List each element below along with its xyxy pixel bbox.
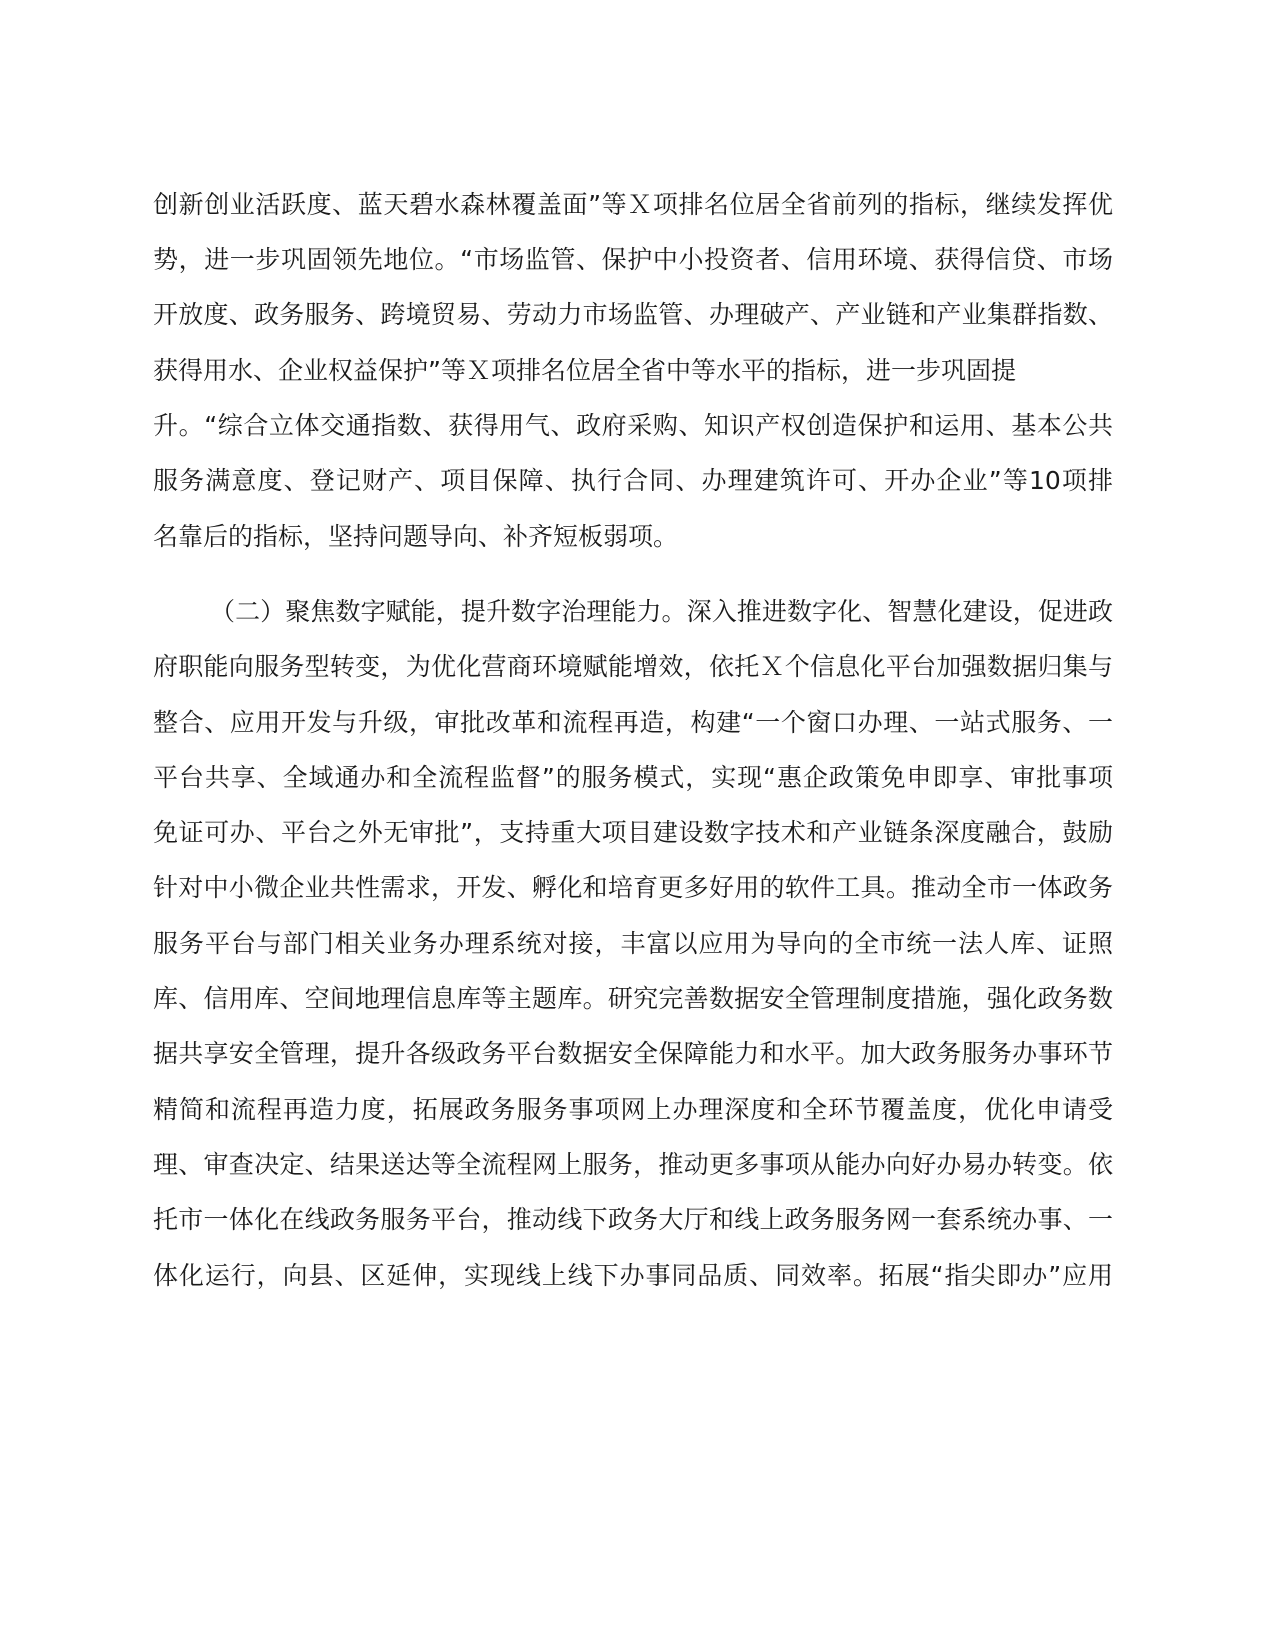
paragraph-line: 精简和流程再造力度，拓展政务服务事项网上办理深度和全环节覆盖度，优化申请受	[153, 1095, 1113, 1124]
paragraph-line: 升。“综合立体交通指数、获得用气、政府采购、知识产权创造保护和运用、基本公共	[153, 411, 1113, 440]
paragraph-line: 获得用水、企业权益保护”等Ｘ项排名位居全省中等水平的指标，进一步巩固提	[153, 356, 1016, 385]
paragraph-line: 托市一体化在线政务服务平台，推动线下政务大厅和线上政务服务网一套系统办事、一	[153, 1205, 1113, 1234]
paragraph-line: 服务满意度、登记财产、项目保障、执行合同、办理建筑许可、开办企业”等10项排	[153, 466, 1113, 495]
paragraph-line: 理、审查决定、结果送达等全流程网上服务，推动更多事项从能办向好办易办转变。依	[153, 1150, 1113, 1179]
paragraph-line: 体化运行，向县、区延伸，实现线上线下办事同品质、同效率。拓展“指尖即办”应用	[153, 1261, 1113, 1290]
paragraph-line: 势，进一步巩固领先地位。“市场监管、保护中小投资者、信用环境、获得信贷、市场	[153, 245, 1113, 274]
paragraph-line: 名靠后的指标，坚持问题导向、补齐短板弱项。	[153, 522, 679, 551]
paragraph-line: 免证可办、平台之外无审批”，支持重大项目建设数字技术和产业链条深度融合，鼓励	[153, 818, 1113, 847]
paragraph-line: 开放度、政务服务、跨境贸易、劳动力市场监管、办理破产、产业链和产业集群指数、	[153, 300, 1113, 329]
paragraph-line: 创新创业活跃度、蓝天碧水森林覆盖面”等Ｘ项排名位居全省前列的指标，继续发挥优	[153, 190, 1113, 219]
paragraph-line: 平台共享、全域通办和全流程监督”的服务模式，实现“惠企政策免申即享、审批事项	[153, 763, 1113, 792]
paragraph-line: 针对中小微企业共性需求，开发、孵化和培育更多好用的软件工具。推动全市一体政务	[153, 873, 1113, 902]
paragraph-line: （二）聚焦数字赋能，提升数字治理能力。深入推进数字化、智慧化建设，促进政	[210, 597, 1113, 626]
paragraph-line: 服务平台与部门相关业务办理系统对接，丰富以应用为导向的全市统一法人库、证照	[153, 929, 1113, 958]
paragraph-line: 府职能向服务型转变，为优化营商环境赋能增效，依托Ｘ个信息化平台加强数据归集与	[153, 652, 1113, 681]
paragraph-line: 据共享安全管理，提升各级政务平台数据安全保障能力和水平。加大政务服务办事环节	[153, 1039, 1113, 1068]
paragraph-line: 库、信用库、空间地理信息库等主题库。研究完善数据安全管理制度措施，强化政务数	[153, 984, 1113, 1013]
paragraph-line: 整合、应用开发与升级，审批改革和流程再造，构建“一个窗口办理、一站式服务、一	[153, 708, 1113, 737]
